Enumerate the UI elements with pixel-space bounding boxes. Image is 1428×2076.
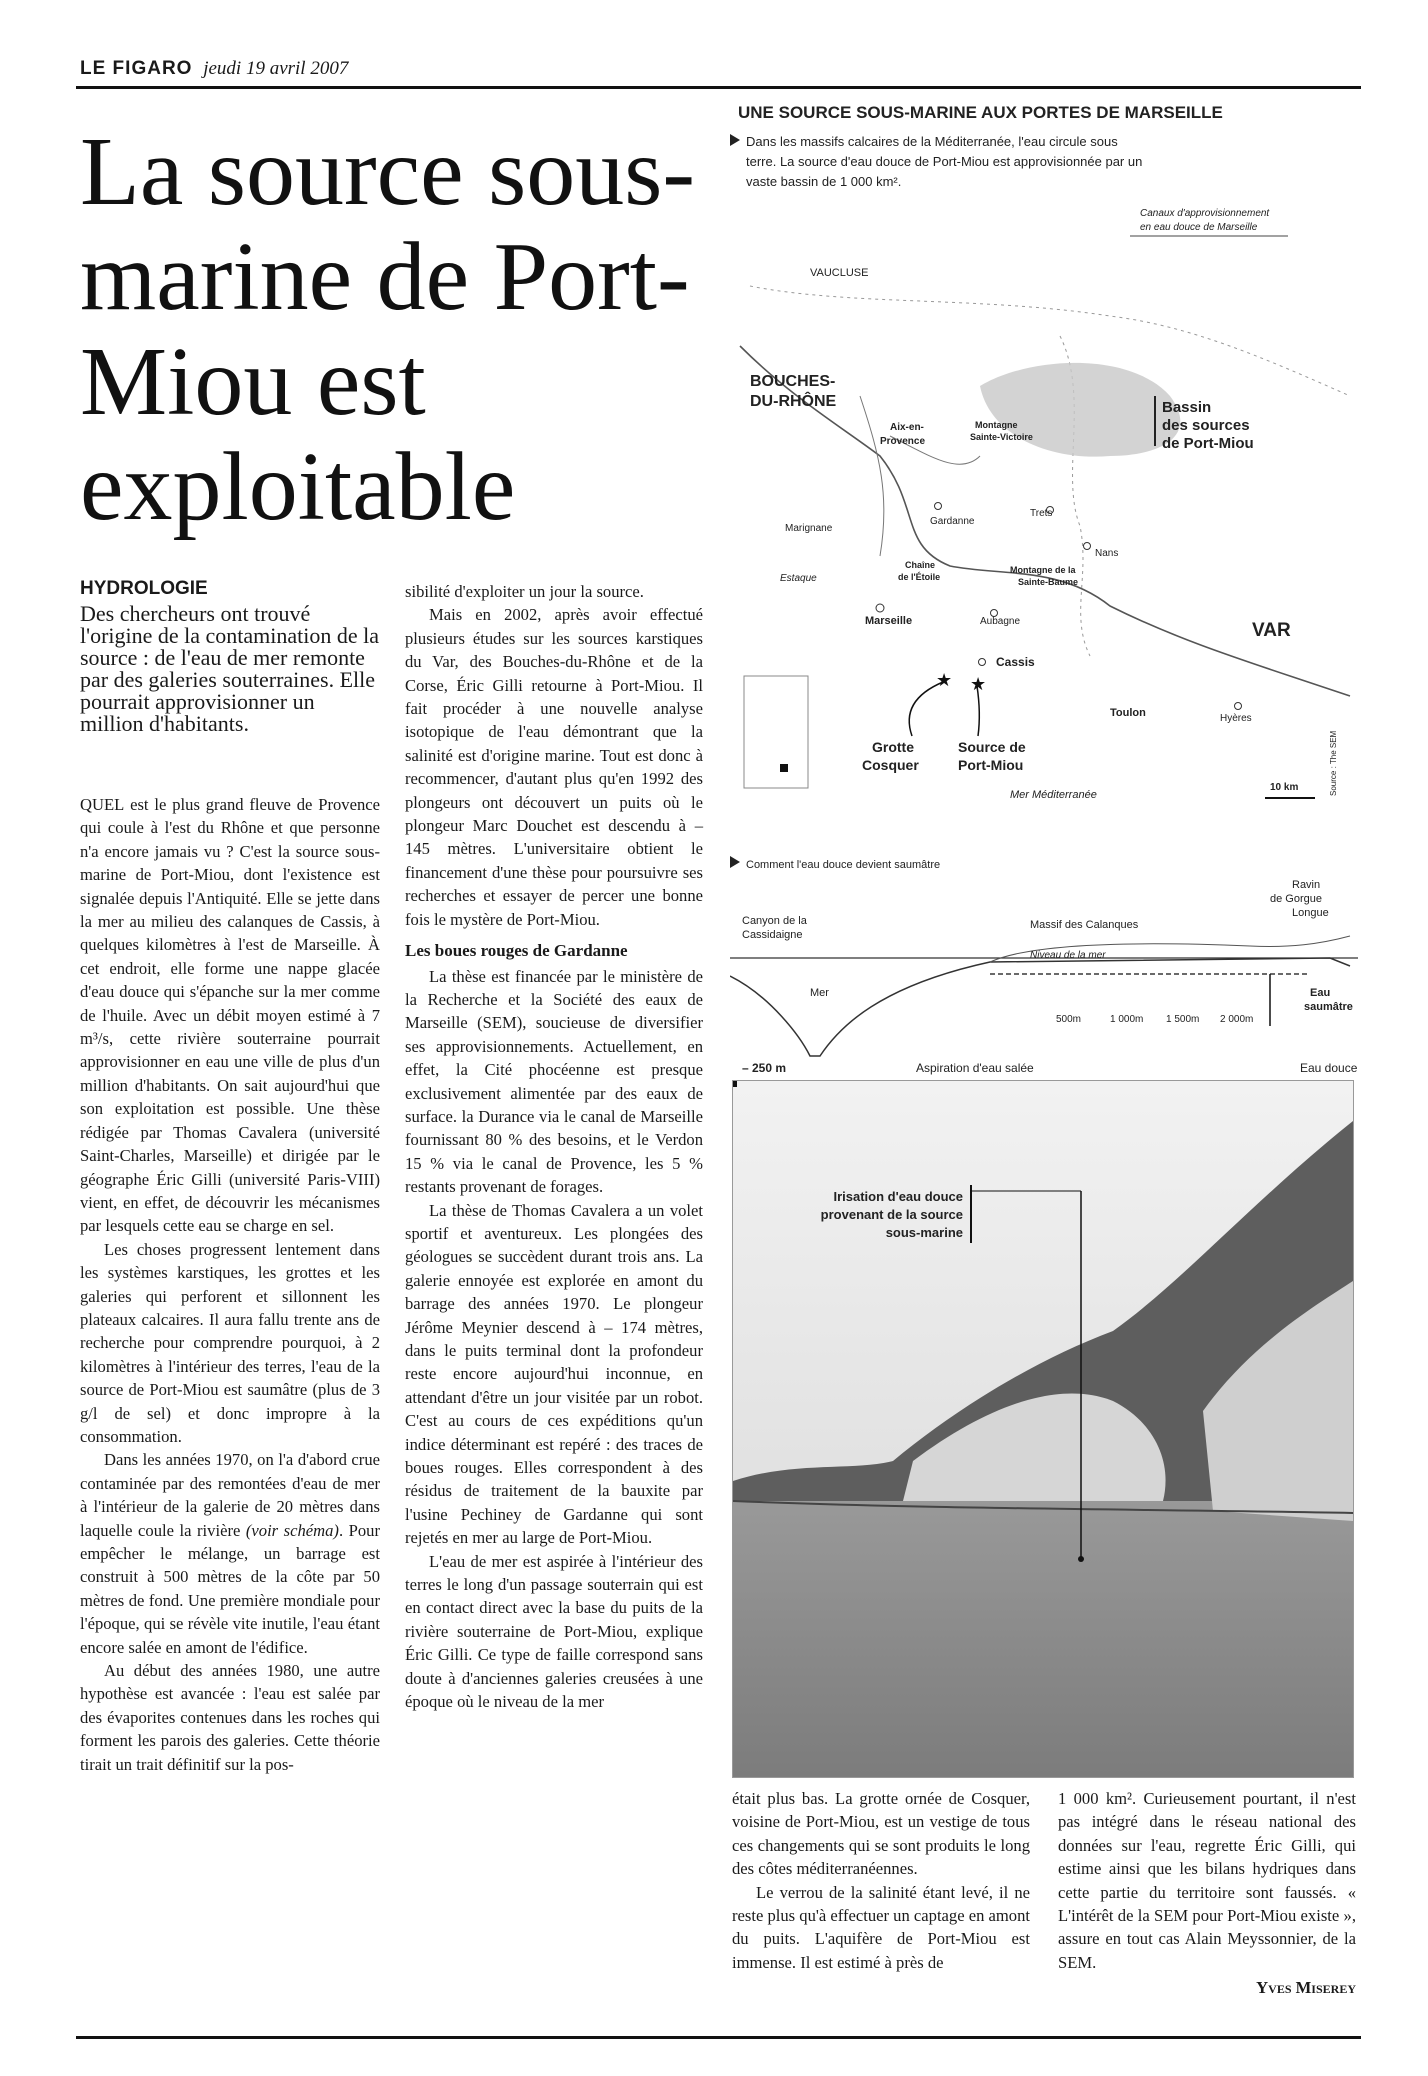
- map-label: BOUCHES-: [750, 373, 836, 390]
- place-label: Trets: [1030, 508, 1053, 519]
- source-label: Source : The SEM: [1329, 730, 1338, 796]
- pointer-dot: [1078, 1556, 1084, 1562]
- site-label: Grotte: [872, 739, 914, 755]
- coast-photo: [732, 1080, 1354, 1778]
- paragraph: Le verrou de la salinité étant levé, il ne reste plus qu'à effectuer un captage en amont du puits. L'aquifère de Port-Miou est immense. Il est estimé à près de: [732, 1882, 1031, 1972]
- article-column-3: [732, 1787, 1030, 1974]
- article-column-4: [1058, 1787, 1356, 2000]
- bullet-arrow-icon: [730, 856, 740, 868]
- town-marker: [1084, 543, 1091, 550]
- inset-map-frame: [744, 676, 808, 788]
- svg-text:sous-marine: sous-marine: [885, 1225, 963, 1240]
- bullet-arrow-icon: [730, 134, 740, 146]
- map: [740, 267, 1350, 801]
- star-icon: ★: [936, 670, 953, 690]
- paragraph: Au début des années 1980, une autre hypothèse est avancée : l'eau est salée par des évaporites contenues dans les roches qui forment les parois des galeries. Cette théorie tirait un trait définitif sur la pos-: [80, 1661, 380, 1774]
- town-marker: [935, 503, 942, 510]
- distance-label: 1 500m: [1166, 1014, 1200, 1025]
- paragraph: 1 000 km². Curieusement pourtant, il n'est pas intégré dans le réseau national des données sur l'eau, regrette Éric Gilli, qui estime ainsi que les bilans hydriques dans cette partie du territoire sont faussés. « L'intérêt de la SEM pour Port-Miou existe », assure en tout cas Alain Meyssonnier, de la SEM.: [1058, 1789, 1356, 1972]
- section-label: Niveau de la mer: [1030, 950, 1106, 961]
- place-label: Cassis: [996, 655, 1035, 669]
- town-marker: [1235, 703, 1242, 710]
- article-column-1: [80, 793, 380, 1776]
- distance-label: 2 000m: [1220, 1014, 1254, 1025]
- map-label: DU-RHÔNE: [750, 393, 837, 410]
- place-label: Nans: [1095, 548, 1119, 559]
- sea-label: Mer Méditerranée: [1010, 789, 1097, 801]
- article-column-2: [405, 580, 703, 1714]
- place-label: Montagne de la: [1010, 565, 1076, 575]
- section-label: Massif des Calanques: [1030, 919, 1139, 931]
- issue-date: jeudi 19 avril 2007: [203, 58, 349, 79]
- paragraph: La thèse de Thomas Cavalera a un volet sportif et aventureux. Les plongées des géologues se succèdent durant trois ans. La galerie ennoyée est explorée en amont du barrage des années 1970. Le plongeur Jérôme Meynier descend à – 174 mètres, dans le puits terminal dont la profondeur reste encore aujourd'hui inconnue, en attendant d'être un jour visitée par un robot. C'est au cours de ces expéditions qu'un indice déterminant est repéré : des traces de boues rouges. Elles correspondent à des résidus de traitement de la bauxite par l'usine Pechiney de Gardanne qui sont rejetés en mer au large de Port-Miou.: [405, 1200, 703, 1548]
- place-label: Marignane: [785, 523, 833, 534]
- subheading: Les boues rouges de Gardanne: [405, 941, 628, 961]
- place-label: Sainte-Victoire: [970, 432, 1033, 442]
- section-label: Cassidaigne: [742, 929, 803, 941]
- paragraph: sibilité d'exploiter un jour la source.: [405, 582, 644, 601]
- cross-section: [730, 856, 1358, 1075]
- place-label: Marseille: [865, 615, 913, 627]
- section-label: Eau: [1310, 987, 1331, 999]
- place-label: Gardanne: [930, 516, 975, 527]
- author-signature: Yves Miserey: [1256, 1978, 1356, 1998]
- map-label: des sources: [1162, 417, 1250, 434]
- section-label: – 250 m: [742, 1061, 787, 1075]
- sea: [733, 1491, 1353, 1777]
- distance-label: 1 000m: [1110, 1014, 1144, 1025]
- basin-area: [980, 363, 1180, 457]
- map-label: VAUCLUSE: [810, 267, 869, 279]
- section-label: Eau douce: [1300, 1061, 1358, 1075]
- site-label: Cosquer: [862, 757, 919, 773]
- inset-map-marker: [780, 764, 788, 772]
- place-label: Estaque: [780, 573, 817, 584]
- place-label: Aix-en-: [890, 422, 924, 433]
- map-label: VAR: [1252, 620, 1291, 641]
- newspaper-name: LE FIGARO: [80, 58, 193, 79]
- pointer-line: [909, 682, 943, 736]
- section-caption: Comment l'eau douce devient saumâtre: [746, 859, 941, 871]
- place-label: Chaîne: [905, 560, 936, 570]
- place-label: Hyères: [1220, 713, 1252, 724]
- bottom-rule: [76, 2036, 1361, 2039]
- map-label: Bassin: [1162, 399, 1212, 416]
- supply-canal: [860, 396, 884, 556]
- map-label: de Port-Miou: [1162, 435, 1254, 452]
- section-label: saumâtre: [1304, 1001, 1353, 1013]
- place-label: Montagne: [975, 420, 1018, 430]
- site-label: Port-Miou: [958, 757, 1024, 773]
- rubric: HYDROLOGIE: [80, 578, 208, 599]
- paragraph: QUEL est le plus grand fleuve de Provence qui coule à l'est du Rhône et que personne n'a encore jamais vu ? C'est la source sous-marine de Port-Miou, dont l'existence est signalée depuis l'Antiquité. Elle se jette dans la mer au milieu des calanques de Cassis, à quelques kilomètres à l'est de Marseille. À cet endroit, elle forme une nappe glacée d'eau douce qui s'épanche sur la mer comme de l'huile. Avec un débit moyen estimé à 7 m³/s, cette rivière souterraine pourrait approvisionner en eau une ville de plus d'un million d'habitants. On sait aujourd'hui que son exploitation est possible. Une thèse rédigée par Thomas Cavalera (université Saint-Charles, Marseille) et dirigée par le géographe Éric Gilli (université Paris-VIII) vient, en effet, de découvrir les mécanismes par lesquels cette eau se charge en sel.: [80, 795, 380, 1236]
- place-label: Provence: [880, 436, 926, 447]
- site-label: Source de: [958, 739, 1026, 755]
- svg-text:Irisation d'eau douce: Irisation d'eau douce: [833, 1189, 963, 1204]
- masthead: [80, 58, 348, 80]
- intro-line: Dans les massifs calcaires de la Méditerranée, l'eau circule sous: [746, 134, 1118, 149]
- place-label: Sainte-Baume: [1018, 577, 1079, 587]
- place-label: Toulon: [1110, 707, 1146, 719]
- intro-line: terre. La source d'eau douce de Port-Miou est approvisionnée par un: [746, 154, 1143, 169]
- section-label: Longue: [1292, 907, 1329, 919]
- star-icon: ★: [970, 674, 987, 694]
- section-label: Ravin: [1292, 879, 1321, 891]
- intro-line: vaste bassin de 1 000 km².: [746, 174, 902, 189]
- place-label: Aubagne: [980, 616, 1021, 627]
- infographic-title: UNE SOURCE SOUS-MARINE AUX PORTES DE MARSEILLE: [738, 103, 1223, 122]
- paragraph: Mais en 2002, après avoir effectué plusieurs études sur les sources karstiques du Var, des Bouches-du-Rhône et de la Corse, Éric Gilli retourne à Port-Miou. Il fait procéder à une nouvelle analyse isotopique de l'eau démontrant que la salinité est d'origine marine. Tout est donc à recommencer, d'autant plus qu'en 1992 des plongeurs ont découvert un puits où le plongeur Marc Douchet est descendu à – 145 mètres. L'universitaire obtient le financement d'une thèse pour poursuivre ses recherches et essayer de percer une bonne fois le mystère de Port-Miou.: [405, 605, 703, 929]
- paragraph: La thèse est financée par le ministère de la Recherche et la Société des eaux de Marseille (SEM), soucieuse de diversifier ses approvisionnements. Actuellement, en effet, la Cité phocéenne est presque exclusivement alimentée par des eaux de surface. la Durance via le canal de Marseille fournissant 80 % des besoins, et le Verdon 15 % via le canal de Provence, les 5 % restants provenant de forages.: [405, 966, 703, 1197]
- scale-label: 10 km: [1270, 782, 1299, 793]
- paragraph: Les choses progressent lentement dans les systèmes karstiques, les grottes et les galeries qui perforent et sillonnent les plateaux calcaires. Il aura fallu trente ans de recherche pour comprendre pourquoi, à 2 kilomètres à l'intérieur des terres, l'eau de la source de Port-Miou est saumâtre (plus de 3 g/l de sel) et donc impropre à la consommation.: [80, 1239, 380, 1446]
- standfirst: Des chercheurs ont trouvé l'origine de la contamination de la source : de l'eau de mer remonte par des galeries souterraines. Elle pourrait approvisionner un million d'habitants.: [80, 601, 380, 736]
- seabed-profile: [730, 958, 1350, 1056]
- top-rule: [76, 86, 1361, 89]
- svg-text:provenant de la source: provenant de la source: [820, 1207, 963, 1222]
- paragraph: Dans les années 1970, on l'a d'abord crue contaminée par des remontées d'eau de mer à l'intérieur de la galerie de 20 mètres dans laquelle coule la rivière (voir schéma). Pour empêcher le mélange, un barrage est construit à 500 mètres de la côte par 50 mètres de fond. Une première mondiale pour l'époque, qui se révèle vite inutile, l'eau étant encore salée en amont de l'édifice.: [80, 1450, 380, 1657]
- legend-text: en eau douce de Marseille: [1140, 222, 1258, 233]
- section-label: Mer: [810, 987, 829, 999]
- infographic: [730, 96, 1358, 1076]
- section-label: Aspiration d'eau salée: [916, 1061, 1034, 1075]
- town-marker: [979, 659, 986, 666]
- section-label: Canyon de la: [742, 915, 807, 927]
- photo-corner-mark: [732, 1081, 737, 1087]
- place-label: de l'Étoile: [898, 572, 941, 582]
- town-marker: [876, 604, 884, 612]
- paragraph: L'eau de mer est aspirée à l'intérieur des terres le long d'un passage souterrain qui est en contact direct avec la base du puits de la rivière souterraine de Port-Miou, explique Éric Gilli. Ce type de faille correspond sans doute à d'anciennes galeries creusées à une époque où le niveau de la mer: [405, 1551, 703, 1712]
- legend-text: Canaux d'approvisionnement: [1140, 208, 1270, 219]
- headline: La source sous-marine de Port-Miou est exploitable: [80, 118, 696, 541]
- distance-label: 500m: [1056, 1014, 1082, 1025]
- paragraph: était plus bas. La grotte ornée de Cosquer, voisine de Port-Miou, est un vestige de tous ces changements qui se sont produits le long des côtes méditerranéennes.: [732, 1789, 1030, 1879]
- section-label: de Gorgue: [1270, 893, 1322, 905]
